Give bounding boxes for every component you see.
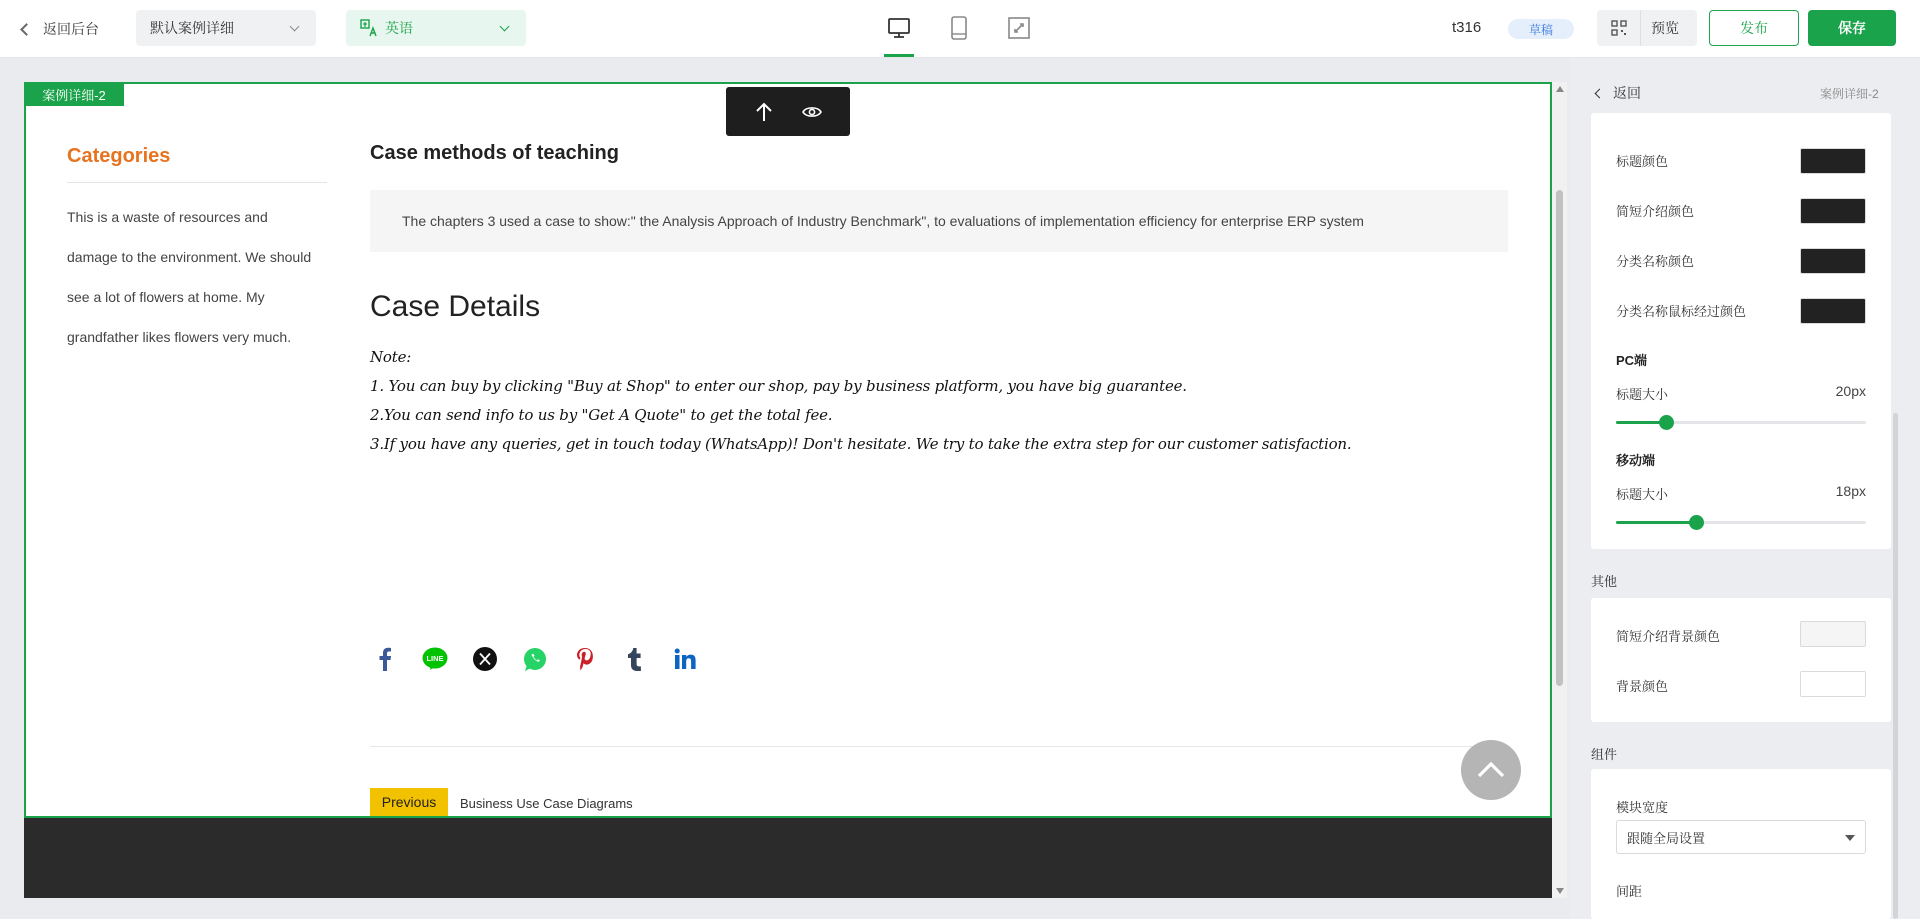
expand-icon (1007, 16, 1031, 40)
caret-down-icon (1845, 835, 1855, 841)
active-view-indicator (884, 54, 914, 57)
mobile-view-button[interactable] (945, 14, 973, 42)
slider-handle[interactable] (1659, 415, 1674, 430)
spacing-label: 间距 (1616, 884, 1643, 899)
scroll-up-arrow-icon[interactable] (1556, 86, 1564, 92)
desktop-view-button[interactable] (885, 14, 913, 42)
page-footer-block (24, 818, 1552, 898)
template-select[interactable] (136, 10, 316, 46)
panel-back-button[interactable] (1596, 83, 1641, 103)
category-hover-color-label: 分类名称鼠标经过颜色 (1616, 304, 1747, 319)
mobile-section-heading: 移动端 (1616, 453, 1656, 468)
share-buttons (372, 646, 722, 672)
slider-handle[interactable] (1689, 515, 1704, 530)
mobile-title-size-label: 标题大小 (1616, 487, 1669, 502)
case-intro-text: The chapters 3 used a case to show:" the Analysis Approach of Industry Benchmark", to evaluations of implementation efficiency for enterprise ERP system (402, 213, 1364, 229)
chevron-up-icon (1476, 761, 1506, 779)
save-button[interactable]: 保存 (1808, 10, 1896, 46)
note-line: 1. You can buy by clicking "Buy at Shop" to enter our shop, pay by business platform, you have big guarantee. (370, 377, 1187, 395)
pc-title-size-label: 标题大小 (1616, 387, 1669, 402)
category-color-label: 分类名称颜色 (1616, 254, 1695, 269)
divider (370, 746, 1508, 747)
line-icon[interactable] (422, 646, 448, 672)
scrollbar-thumb[interactable] (1893, 413, 1898, 919)
preview-label: 预览 (1651, 20, 1679, 36)
linkedin-icon[interactable] (672, 646, 698, 672)
module-width-value: 跟随全局设置 (1627, 830, 1706, 846)
note-line: 3.If you have any queries, get in touch today (WhatsApp)! Don't hesitate. We try to take the extra step for our customer satisfaction. (370, 435, 1352, 453)
module-width-select[interactable] (1616, 820, 1866, 854)
divider (67, 182, 327, 183)
fullscreen-button[interactable] (1005, 14, 1033, 42)
previous-case-link[interactable]: Business Use Case Diagrams (460, 796, 633, 811)
category-hover-color-swatch[interactable] (1800, 298, 1866, 324)
status-badge: 草稿 (1508, 19, 1574, 39)
x-icon[interactable] (472, 646, 498, 672)
panel-module-name: 案例详细-2 (1820, 87, 1879, 101)
case-title: Case methods of teaching (370, 142, 619, 164)
title-color-label: 标题颜色 (1616, 154, 1669, 169)
language-select-value: 英语 (385, 20, 413, 36)
note-line: Note: (370, 348, 412, 366)
panel-back-label: 返回 (1613, 85, 1641, 101)
back-to-admin-link[interactable] (22, 18, 99, 40)
slider-fill (1616, 521, 1696, 524)
previous-button[interactable]: Previous (370, 788, 448, 816)
scroll-down-arrow-icon[interactable] (1556, 888, 1564, 894)
intro-bg-color-label: 简短介绍背景颜色 (1616, 629, 1721, 644)
top-bar (0, 0, 1920, 58)
intro-color-swatch[interactable] (1800, 198, 1866, 224)
tumblr-icon[interactable] (622, 646, 648, 672)
translate-icon (360, 19, 378, 37)
bg-color-label: 背景颜色 (1616, 679, 1669, 694)
svg-text:LINE: LINE (426, 654, 444, 663)
chevron-left-icon (20, 23, 33, 36)
case-details-notes (370, 343, 1351, 459)
categories-title[interactable]: Categories (67, 145, 171, 167)
pc-title-size-value: 20px (1835, 383, 1866, 399)
note-line: 2.You can send info to us by "Get A Quote" to get the total fee. (370, 406, 833, 424)
pc-section-heading: PC端 (1616, 353, 1648, 368)
back-to-admin-label: 返回后台 (43, 21, 99, 37)
qrcode-icon[interactable] (1597, 10, 1641, 46)
template-select-value: 默认案例详细 (150, 20, 234, 36)
pinterest-icon[interactable] (572, 646, 598, 672)
chevron-down-icon (290, 22, 300, 32)
publish-button[interactable]: 发布 (1709, 10, 1799, 46)
module-toolbar (726, 87, 850, 136)
scrollbar-thumb[interactable] (1556, 190, 1563, 686)
chevron-left-icon (1595, 88, 1605, 98)
chevron-down-icon (500, 22, 510, 32)
intro-bg-color-swatch[interactable] (1800, 621, 1866, 647)
desktop-icon (887, 16, 911, 40)
facebook-icon[interactable] (372, 646, 398, 672)
module-width-label: 模块宽度 (1616, 800, 1669, 815)
category-color-swatch[interactable] (1800, 248, 1866, 274)
mobile-icon (948, 16, 970, 40)
case-intro (370, 190, 1508, 252)
site-name: t316 (1452, 19, 1482, 36)
panel-scrollbar[interactable] (1893, 113, 1898, 919)
intro-color-label: 简短介绍颜色 (1616, 204, 1695, 219)
eye-icon[interactable] (797, 97, 827, 127)
pc-title-size-slider[interactable] (1616, 421, 1866, 424)
move-up-icon[interactable] (749, 97, 779, 127)
scroll-to-top-button[interactable] (1461, 740, 1521, 800)
mobile-title-size-slider[interactable] (1616, 521, 1866, 524)
other-section-title: 其他 (1591, 574, 1618, 589)
bg-color-swatch[interactable] (1800, 671, 1866, 697)
title-color-swatch[interactable] (1800, 148, 1866, 174)
canvas-scrollbar[interactable] (1552, 82, 1567, 898)
preview-button[interactable] (1597, 10, 1697, 46)
categories-description: This is a waste of resources and damage to the environment. We should see a lot of flowers at home. My grandfather likes flowers very much. (67, 209, 312, 345)
case-details-heading: Case Details (370, 290, 541, 323)
other-settings-card (1591, 598, 1891, 722)
module-tag: 案例详细-2 (24, 82, 124, 106)
whatsapp-icon[interactable] (522, 646, 548, 672)
component-section-title: 组件 (1591, 747, 1618, 762)
language-select[interactable] (346, 10, 526, 46)
mobile-title-size-value: 18px (1835, 483, 1866, 499)
